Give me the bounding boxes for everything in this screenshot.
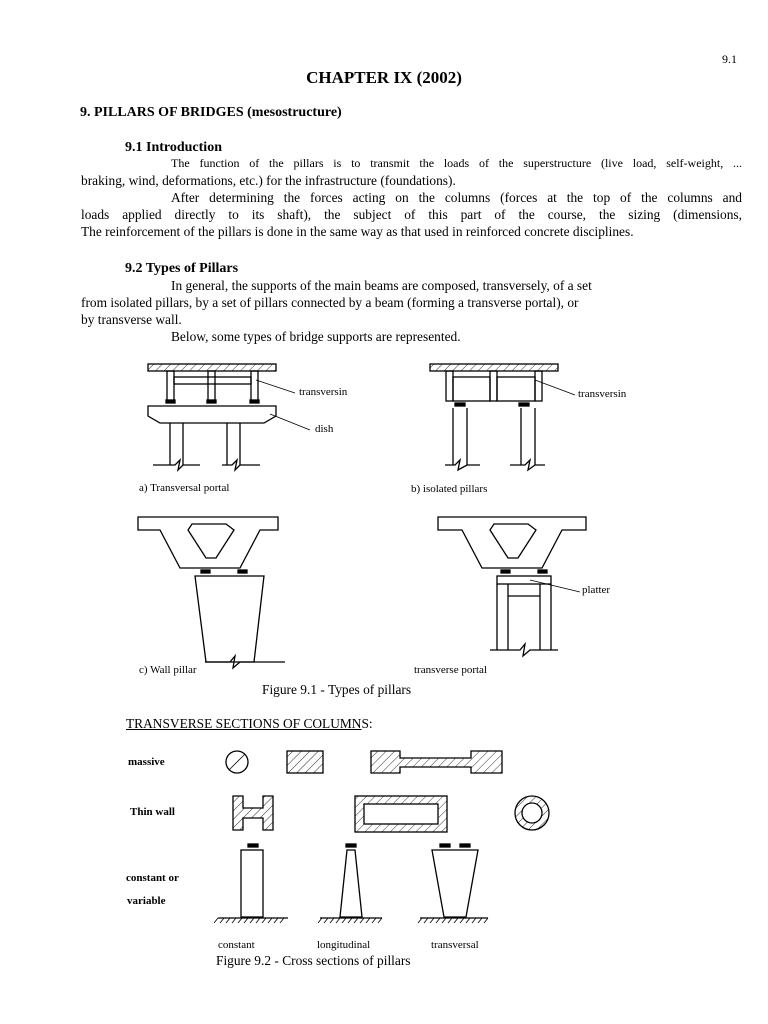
intro-line-1: The function of the pillars is to transmit the loads of the superstructure (live load, self-weight, ... <box>171 156 742 170</box>
label-dish: dish <box>315 423 334 435</box>
sections-constant-variable <box>214 844 488 923</box>
subcaption-b: b) isolated pillars <box>411 483 488 495</box>
label-longitudinal: longitudinal <box>317 939 371 951</box>
subcaption-c: c) Wall pillar <box>139 664 197 676</box>
types-line-2: from isolated pillars, by a set of pillars connected by a beam (forming a transverse portal), or <box>81 295 579 310</box>
page-number: 9.1 <box>722 52 737 66</box>
sections-massive <box>226 751 502 773</box>
types-line-3: by transverse wall. <box>81 312 182 327</box>
sections-title-underlined: TRANSVERSE SECTIONS OF COLUMN <box>126 716 362 731</box>
types-line-4: Below, some types of bridge supports are represented. <box>171 329 461 344</box>
label-transversin-a: transversin <box>299 386 348 398</box>
subcaption-a: a) Transversal portal <box>139 482 230 494</box>
types-heading: 9.2 Types of Pillars <box>125 261 239 276</box>
intro-line-5: The reinforcement of the pillars is done in the same way as that used in reinforced concrete disciplines. <box>81 224 634 239</box>
intro-heading: 9.1 Introduction <box>125 140 222 155</box>
label-platter: platter <box>582 584 611 596</box>
label-transversal: transversal <box>431 939 479 951</box>
chapter-title: CHAPTER IX (2002) <box>306 68 462 87</box>
section-title: 9. PILLARS OF BRIDGES (mesostructure) <box>80 105 342 120</box>
sections-title-rest: S: <box>361 716 373 731</box>
figure-2-caption: Figure 9.2 - Cross sections of pillars <box>216 953 411 968</box>
subcaption-d: transverse portal <box>414 664 487 676</box>
diagram-transverse-portal <box>438 517 586 656</box>
sections-title <box>126 716 373 732</box>
label-transversin-b: transversin <box>578 388 627 400</box>
row-label-thin-wall: Thin wall <box>130 806 175 818</box>
row-label-constant: constant or <box>126 872 179 884</box>
types-line-1: In general, the supports of the main beams are composed, transversely, of a set <box>171 278 592 293</box>
figure-1-caption: Figure 9.1 - Types of pillars <box>262 682 412 697</box>
intro-line-3: After determining the forces acting on the columns (forces at the top of the columns and <box>171 190 742 205</box>
row-label-variable: variable <box>127 895 166 907</box>
diagram-transversal-portal <box>148 364 310 470</box>
diagram-wall-pillar <box>138 517 285 668</box>
intro-line-2: braking, wind, deformations, etc.) for the infrastructure (foundations). <box>81 173 456 188</box>
intro-line-4: loads applied directly to its shaft), the subject of this part of the course, the sizing (dimensions, <box>81 207 742 222</box>
diagram-isolated-pillars <box>430 364 575 470</box>
label-constant: constant <box>218 939 255 951</box>
sections-thin-wall <box>233 796 549 832</box>
row-label-massive: massive <box>128 756 165 768</box>
